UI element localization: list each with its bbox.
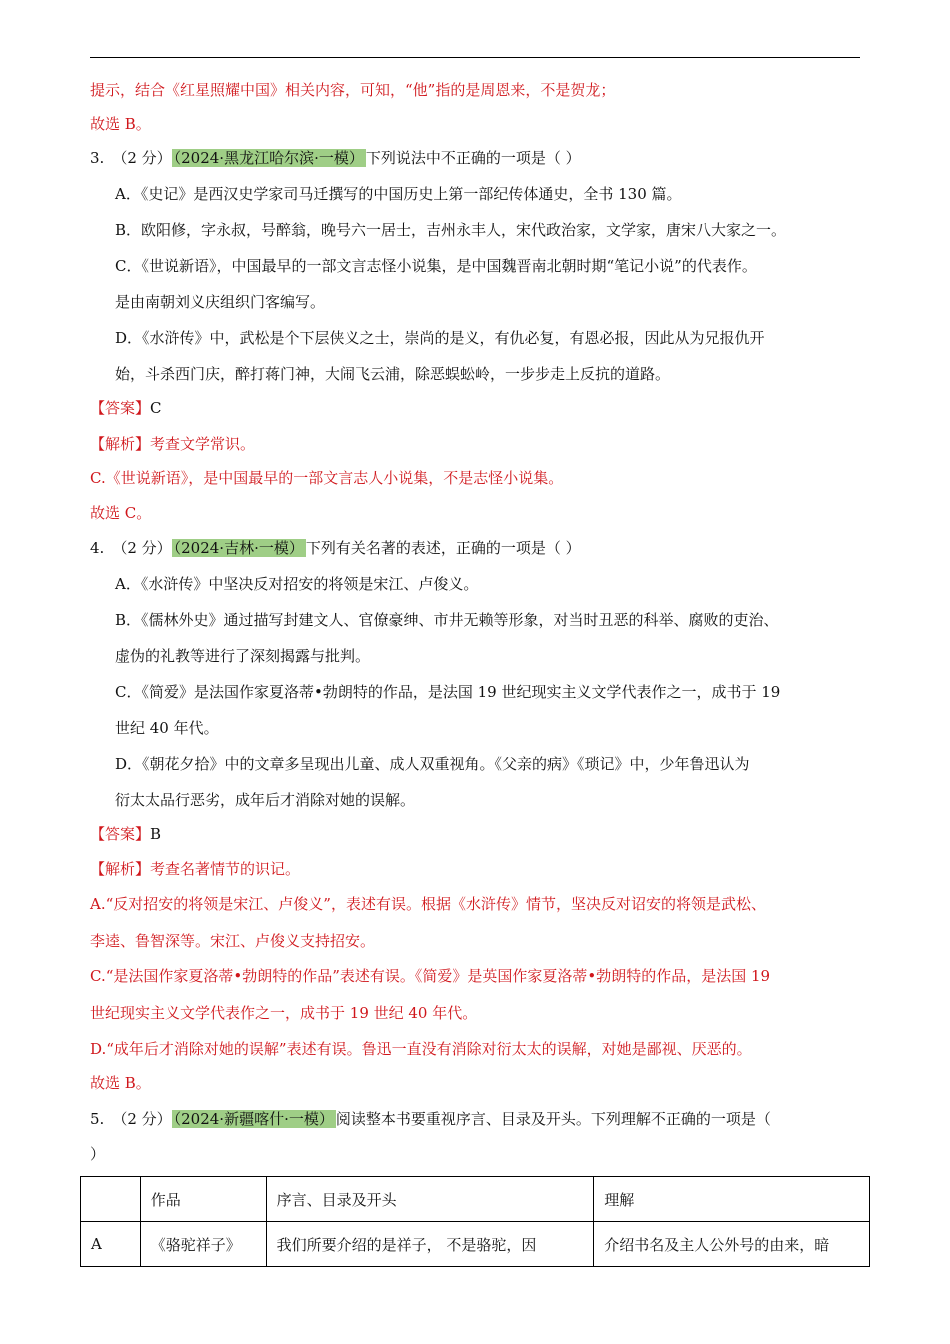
analysis-label: 【解析】	[90, 860, 151, 878]
q4-option-d-line2: 衍太太品行恶劣，成年后才消除对她的误解。	[115, 791, 416, 809]
q5-options-table	[80, 1176, 870, 1267]
answer-label: 【答案】	[90, 825, 151, 843]
q4-explanation-a-line1: A.“反对招安的将领是宋江、卢俊义”，表述有误。根据《水浒传》情节，坚决反对诏安的将领是武松、	[90, 895, 766, 913]
analysis-text: 考查文学常识。	[150, 435, 256, 453]
question-text: 阅读整本书要重视序言、目录及开头。下列理解不正确的一项是（	[335, 1110, 771, 1128]
q3-option-d-line2: 始，斗杀西门庆，醉打蒋门神，大闹飞云浦，除恶蜈蚣岭，一步步走上反抗的道路。	[115, 365, 671, 383]
question-number: 3.	[90, 149, 105, 167]
q4-explanation-a-line2: 李逵、鲁智深等。宋江、卢俊义支持招安。	[90, 932, 376, 950]
q4-analysis	[90, 858, 300, 880]
table-header-cell: 序言、目录及开头	[266, 1177, 594, 1222]
question-3-stem	[90, 147, 581, 169]
q3-answer	[90, 397, 162, 419]
q4-explanation-c-line1: C.“是法国作家夏洛蒂•勃朗特的作品”表述有误。《简爱》是英国作家夏洛蒂•勃朗特的作品，是法国 19	[90, 967, 771, 985]
q3-conclusion: 故选 C。	[90, 504, 152, 522]
prev-conclusion: 故选 B。	[90, 115, 151, 133]
analysis-text: 考查名著情节的识记。	[150, 860, 301, 878]
question-score: （2 分）	[112, 539, 172, 557]
question-number: 4.	[90, 539, 105, 557]
question-source-tag: （2024·吉林·一模）	[173, 539, 304, 557]
question-number: 5.	[90, 1110, 105, 1128]
analysis-label: 【解析】	[90, 435, 151, 453]
question-5-stem-end: ）	[90, 1145, 106, 1163]
table-header-cell: 作品	[140, 1177, 266, 1222]
q3-explanation: C.《世说新语》，是中国最早的一部文言志人小说集，不是志怪小说集。	[90, 469, 564, 487]
table-cell: 我们所要介绍的是祥子， 不是骆驼，因	[266, 1222, 594, 1267]
prev-tip: 提示，结合《红星照耀中国》相关内容，可知，“他”指的是周恩来，不是贺龙；	[90, 81, 616, 99]
table-header-cell	[81, 1177, 141, 1222]
q4-explanation-c-line2: 世纪现实主义文学代表作之一，成书于 19 世纪 40 年代。	[90, 1004, 478, 1022]
answer-value: B	[150, 825, 162, 843]
question-text: 下列有关名著的表述，正确的一项是（ ）	[305, 539, 581, 557]
answer-label: 【答案】	[90, 399, 151, 417]
table-cell: A	[81, 1222, 141, 1267]
question-4-stem	[90, 537, 581, 559]
q3-option-d-line1: D．《水浒传》中，武松是个下层侠义之士，崇尚的是义，有仇必复，有恩必报，因此从为兄报仇开	[115, 329, 765, 347]
q4-option-c-line1: C．《简爱》是法国作家夏洛蒂•勃朗特的作品，是法国 19 世纪现实主义文学代表作之一，成书于 19	[115, 683, 781, 701]
q4-option-d-line1: D．《朝花夕拾》中的文章多呈现出儿童、成人双重视角。《父亲的病》《琐记》中，少年鲁迅认为	[115, 755, 750, 773]
q4-option-b-line1: B．《儒林外史》通过描写封建文人、官僚豪绅、市井无赖等形象，对当时丑恶的科举、腐败的吏治、	[115, 611, 779, 629]
question-text: 下列说法中不正确的一项是（ ）	[365, 149, 581, 167]
q4-explanation-d: D.“成年后才消除对她的误解”表述有误。鲁迅一直没有消除对衍太太的误解，对她是鄙视、厌恶的。	[90, 1040, 752, 1058]
table-cell: 《骆驼祥子》	[140, 1222, 266, 1267]
q3-option-c-line2: 是由南朝刘义庆组织门客编写。	[115, 293, 326, 311]
q4-option-b-line2: 虚伪的礼教等进行了深刻揭露与批判。	[115, 647, 371, 665]
q3-option-a: A．《史记》是西汉史学家司马迁撰写的中国历史上第一部纪传体通史，全书 130 篇。	[115, 185, 682, 203]
q4-answer	[90, 823, 161, 845]
table-header-row	[81, 1177, 870, 1222]
table-row	[81, 1222, 870, 1267]
q4-conclusion: 故选 B。	[90, 1074, 151, 1092]
question-source-tag: （2024·新疆喀什·一模）	[173, 1110, 334, 1128]
table-cell: 介绍书名及主人公外号的由来，暗	[594, 1222, 870, 1267]
q3-analysis	[90, 433, 255, 455]
answer-value: C	[150, 399, 162, 417]
question-source-tag: （2024·黑龙江哈尔滨·一模）	[173, 149, 364, 167]
q3-option-b: B．欧阳修，字永叔，号醉翁，晚号六一居士，吉州永丰人，宋代政治家，文学家，唐宋八大家之一。	[115, 221, 787, 239]
question-score: （2 分）	[112, 149, 172, 167]
question-score: （2 分）	[112, 1110, 172, 1128]
table-header-cell: 理解	[594, 1177, 870, 1222]
question-5-stem	[90, 1108, 771, 1130]
q4-option-c-line2: 世纪 40 年代。	[115, 719, 219, 737]
q3-option-c-line1: C．《世说新语》，中国最早的一部文言志怪小说集，是中国魏晋南北朝时期“笔记小说”的代表作。	[115, 257, 757, 275]
header-rule	[90, 57, 860, 58]
q4-option-a: A．《水浒传》中坚决反对招安的将领是宋江、卢俊义。	[115, 575, 479, 593]
